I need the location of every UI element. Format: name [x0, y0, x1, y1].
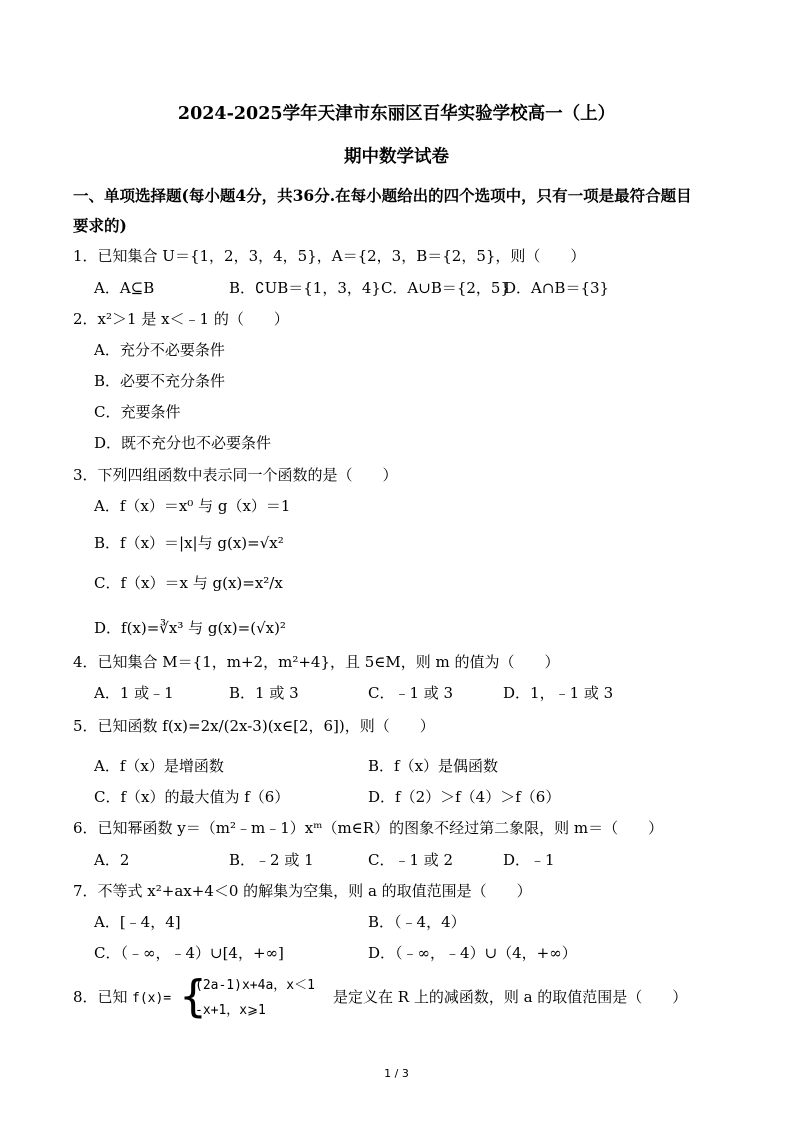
question-2-option-c: C．充要条件 [94, 403, 181, 421]
question-8-function-name: f(x)= [132, 991, 172, 1006]
question-6-option-b: B．﹣2 或 1 [229, 851, 314, 869]
question-3-option-b: B．f（x）＝|x|与 g(x)=√x² [94, 534, 284, 552]
question-1-option-a: A．A⊆B [94, 279, 155, 297]
question-2-option-a: A．充分不必要条件 [94, 341, 225, 359]
question-4-stem: 4．已知集合 M＝{1，m+2，m²+4}，且 5∈M，则 m 的值为（ ） [73, 653, 560, 671]
question-8-piece-2: -x+1，x⩾1 [195, 1003, 266, 1018]
question-1-option-b: B．∁UB＝{1，3，4}C．A∪B＝{2，5} [229, 279, 511, 297]
question-6-option-c: C．﹣1 或 2 [368, 851, 454, 869]
exam-title-line2: 期中数学试卷 [344, 147, 449, 167]
question-6-option-d: D．﹣1 [503, 851, 555, 869]
question-7-option-b: B．（﹣4，4） [368, 913, 466, 931]
question-3-option-a: A．f（x）＝x⁰ 与 g（x）＝1 [94, 497, 291, 515]
question-8-piece-1: (2a-1)x+4a，x＜1 [195, 978, 315, 993]
section-heading-line2: 要求的) [73, 216, 127, 235]
question-2-option-d: D．既不充分也不必要条件 [94, 434, 272, 452]
question-3-option-d: D．f(x)=∛x³ 与 g(x)=(√x)² [94, 619, 286, 637]
section-heading-line1: 一、单项选择题(每小题4分，共36分.在每小题给出的四个选项中，只有一项是最符合题目 [73, 186, 692, 205]
question-1-option-d: D．A∩B＝{3} [504, 279, 610, 297]
question-5-stem: 5．已知函数 f(x)=2x/(2x-3)(x∈[2，6])，则（ ） [73, 717, 435, 735]
question-5-option-c: C．f（x）的最大值为 f（6） [94, 788, 290, 806]
question-4-option-b: B．1 或 3 [229, 684, 299, 702]
question-7-option-d: D．（﹣∞，﹣4）∪（4，+∞） [368, 944, 577, 962]
question-5-option-d: D．f（2）＞f（4）＞f（6） [368, 788, 561, 806]
piecewise-brace-icon: { [179, 971, 207, 1022]
question-7-option-a: A．[﹣4，4] [94, 913, 181, 931]
page-number: 1 / 3 [384, 1067, 409, 1080]
exam-title-line1: 2024-2025学年天津市东丽区百华实验学校高一（上） [177, 104, 616, 124]
question-1-stem: 1．已知集合 U＝{1，2，3，4，5}，A＝{2，3，B＝{2，5}，则（ ） [73, 247, 586, 265]
question-2-option-b: B．必要不充分条件 [94, 372, 226, 390]
question-3-stem: 3．下列四组函数中表示同一个函数的是（ ） [73, 466, 398, 484]
question-4-option-d: D．1，﹣1 或 3 [503, 684, 614, 702]
question-6-stem: 6．已知幂函数 y＝（m²﹣m﹣1）xᵐ（m∈R）的图象不经过第二象限，则 m＝（ ） [73, 819, 664, 837]
question-8-stem-prefix: 8．已知 [73, 988, 128, 1006]
question-7-option-c: C．（﹣∞，﹣4）∪[4，+∞] [94, 944, 284, 962]
question-5-option-a: A．f（x）是增函数 [94, 757, 224, 775]
question-6-option-a: A．2 [94, 851, 130, 869]
question-7-stem: 7．不等式 x²+ax+4＜0 的解集为空集，则 a 的取值范围是（ ） [73, 882, 532, 900]
question-4-option-a: A．1 或﹣1 [94, 684, 174, 702]
question-2-stem: 2．x²＞1 是 x＜﹣1 的（ ） [73, 310, 289, 328]
question-5-option-b: B．f（x）是偶函数 [368, 757, 499, 775]
question-3-option-c: C．f（x）＝x 与 g(x)=x²/x [94, 574, 283, 592]
question-4-option-c: C．﹣1 或 3 [368, 684, 454, 702]
question-8-stem-suffix: 是定义在 R 上的减函数，则 a 的取值范围是（ ） [333, 988, 688, 1006]
